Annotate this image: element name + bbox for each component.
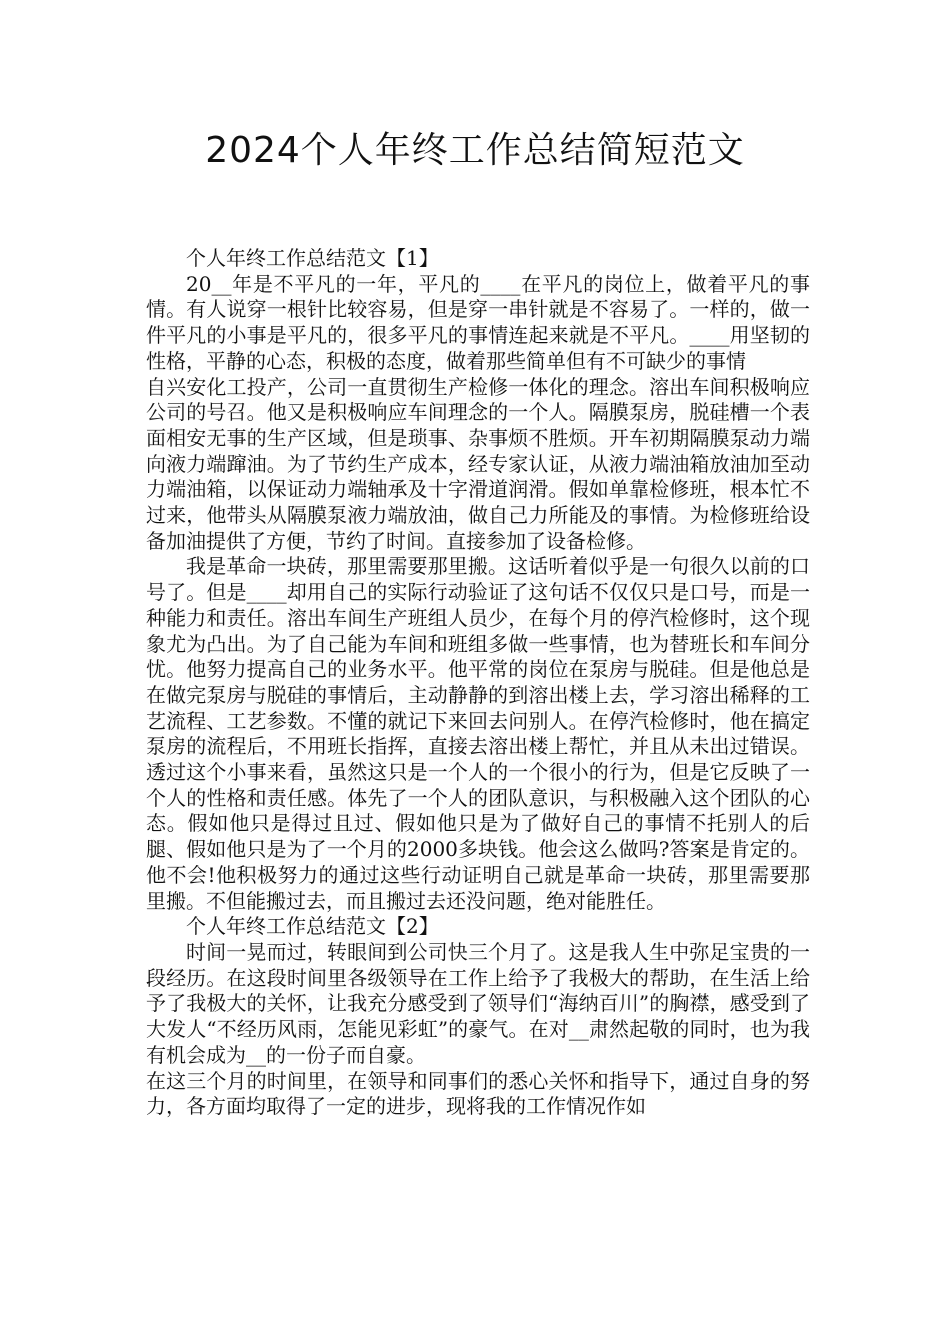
paragraph: 在这三个月的时间里，在领导和同事们的悉心关怀和指导下，通过自身的努力，各方面均取得了一定的进步，现将我的工作情况作如 bbox=[146, 1068, 810, 1119]
paragraph: 时间一晃而过，转眼间到公司快三个月了。这是我人生中弥足宝贵的一段经历。在这段时间里各级领导在工作上给予了我极大的帮助，在生活上给予了我极大的关怀，让我充分感受到了领导们“海纳百川”的胸襟，感受到了大发人“不经历风雨，怎能见彩虹”的豪气。在对__肃然起敬的同时，也为我有机会成为__的一份子而自豪。 bbox=[146, 939, 810, 1067]
paragraph: 自兴安化工投产，公司一直贯彻生产检修一体化的理念。溶出车间积极响应公司的号召。他又是积极响应车间理念的一个人。隔膜泵房，脱硅槽一个表面相安无事的生产区域，但是琐事、杂事烦不胜烦。开车初期隔膜泵动力端向液力端蹿油。为了节约生产成本，经专家认证，从液力端油箱放油加至动力端油箱，以保证动力端轴承及十字滑道润滑。假如单靠检修班，根本忙不过来，他带头从隔膜泵液力端放油，做自己力所能及的事情。为检修班给设备加油提供了方便，节约了时间。直接参加了设备检修。 bbox=[146, 374, 810, 553]
section-heading: 个人年终工作总结范文【2】 bbox=[186, 914, 439, 939]
section-heading: 个人年终工作总结范文【1】 bbox=[186, 246, 439, 270]
paragraph: 我是革命一块砖，那里需要那里搬。这话听着似乎是一句很久以前的口号了。但是____却用自己的实际行动验证了这句话不仅仅只是口号，而是一种能力和责任。溶出车间生产班组人员少，在每个月的停汽检修时，这个现象尤为凸出。为了自己能为车间和班组多做一些事情，也为替班长和车间分忧。他努力提高自己的业务水平。他平常的岗位在泵房与脱硅。但是他总是在做完泵房与脱硅的事情后，主动静静的到溶出楼上去，学习溶出稀释的工艺流程、工艺参数。不懂的就记下来回去问别人。在停汽检修时，他在搞定泵房的流程后，不用班长指挥，直接去溶出楼上帮忙，并且从未出过错误。透过这个小事来看，虽然这只是一个人的一个很小的行为，但是它反映了一个人的性格和责任感。体先了一个人的团队意识，与积极融入这个团队的心态。假如他只是得过且过、假如他只是为了做好自己的事情不托别人的后腿、假如他只是为了一个月的2000多块钱。他会这么做吗?答案是肯定的。他不会!他积极努力的通过这些行动证明自己就是革命一块砖，那里需要那里搬。不但能搬过去，而且搬过去还没问题，绝对能胜任。 bbox=[146, 554, 810, 913]
document-body bbox=[146, 246, 810, 1120]
paragraph: 20__年是不平凡的一年，平凡的____在平凡的岗位上，做着平凡的事情。有人说穿一根针比较容易，但是穿一串针就是不容易了。一样的，做一件平凡的小事是平凡的，很多平凡的事情连起来就是不平凡。____用坚韧的性格，平静的心态，积极的态度，做着那些简单但有不可缺少的事情 bbox=[146, 271, 810, 373]
document-title: 2024个人年终工作总结简短范文 bbox=[205, 130, 745, 171]
